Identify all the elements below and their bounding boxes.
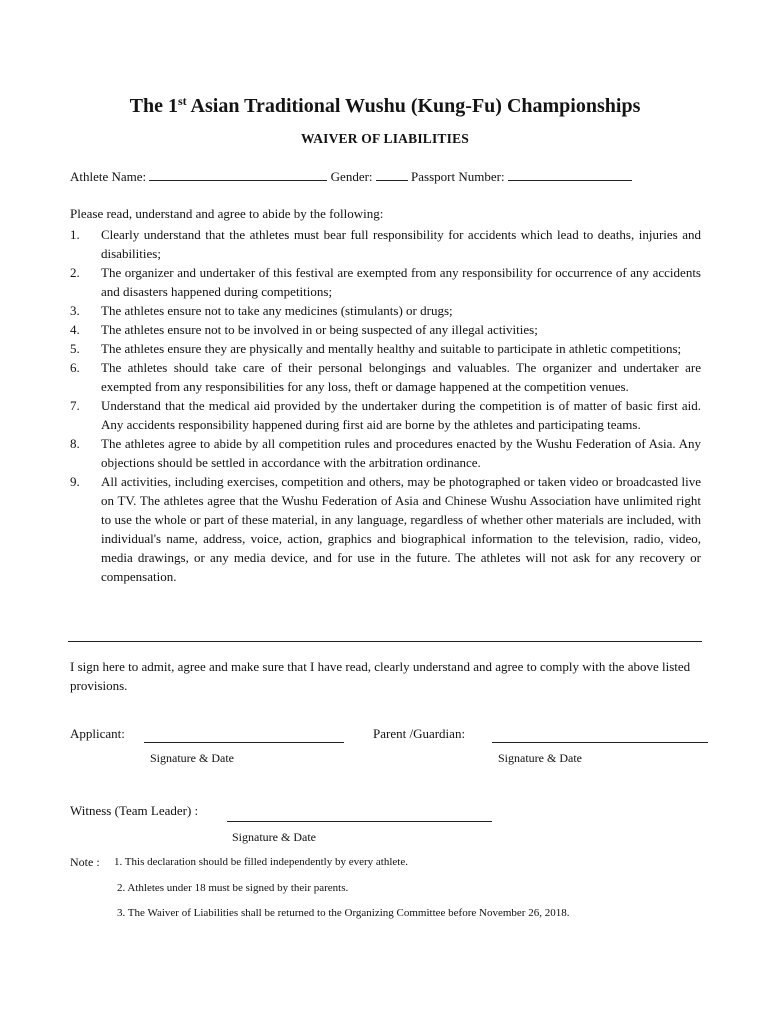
agreement-text: I sign here to admit, agree and make sure that I have read, clearly understand and agree to comply with the above listed provisions. (70, 659, 691, 693)
item-text: The athletes should take care of their personal belongings and valuables. The organizer and undertaker are exempted from any responsibilities for any loss, theft or damage happened at the competition venues. (101, 360, 701, 394)
title-text: The 1 (129, 95, 178, 117)
item-text: Understand that the medical aid provided by the undertaker during the competition is of matter of basic first aid. Any accidents responsibility happened during first aid are borne by the athletes and participating teams. (101, 398, 701, 432)
applicant-signature-field[interactable] (144, 742, 344, 743)
item-number: 3. (70, 303, 80, 318)
document-subtitle: WAIVER OF LIABILITIES (301, 131, 469, 146)
item-number: 6. (70, 360, 80, 375)
witness-signature-field[interactable] (227, 821, 492, 822)
item-number: 4. (70, 322, 80, 337)
list-item (70, 225, 701, 263)
item-text: All activities, including exercises, competition and others, may be photographed or taken video or broadcasted live on TV. The athletes agree that the Wushu Federation of Asia and Chinese Wushu Association have unlimited right to use the whole or part of these material, in any language, regardless of whether other materials are included, with individual's name, address, voice, action, graphics and biographical information to the television, radio, video, media drawings, or any media device, and for use in the future. The athletes will not ask for any recovery or compensation. (101, 474, 701, 584)
list-item (70, 358, 701, 396)
witness-label: Witness (Team Leader) : (70, 803, 199, 818)
provisions-list (70, 225, 701, 586)
item-number: 2. (70, 265, 80, 280)
passport-label: Passport Number: (411, 169, 505, 184)
parent-guardian-label: Parent /Guardian: (373, 726, 466, 741)
intro-text: Please read, understand and agree to abide by the following: (70, 206, 384, 221)
athlete-info-row (70, 169, 632, 185)
list-item (70, 434, 701, 472)
item-number: 8. (70, 436, 80, 451)
list-item (70, 263, 701, 301)
list-item (70, 301, 701, 320)
document-title (0, 94, 770, 118)
item-text: Clearly understand that the athletes must bear full responsibility for accidents which lead to deaths, injuries and disabilities; (101, 227, 701, 261)
note-item-3: 3. The Waiver of Liabilities shall be returned to the Organizing Committee before November 26, 2018. (117, 907, 570, 919)
list-item (70, 339, 701, 358)
note-label: Note : (70, 855, 100, 869)
item-number: 5. (70, 341, 80, 356)
gender-label: Gender: (330, 169, 373, 184)
athlete-name-field[interactable] (149, 179, 327, 181)
list-item (70, 396, 701, 434)
title-text-rest: Asian Traditional Wushu (Kung-Fu) Championships (186, 95, 641, 117)
item-number: 7. (70, 398, 80, 413)
applicant-signature-caption: Signature & Date (150, 751, 234, 765)
item-text: The athletes ensure not to take any medicines (stimulants) or drugs; (101, 303, 453, 318)
applicant-label: Applicant: (70, 726, 125, 741)
item-text: The organizer and undertaker of this festival are exempted from any responsibility for occurrence of any accidents and disasters happened during competitions; (101, 265, 701, 299)
item-number: 9. (70, 474, 80, 489)
note-item-2: 2. Athletes under 18 must be signed by their parents. (117, 882, 349, 894)
passport-field[interactable] (508, 179, 632, 181)
parent-signature-field[interactable] (492, 742, 708, 743)
item-text: The athletes agree to abide by all competition rules and procedures enacted by the Wushu Federation of Asia. Any objections should be settled in accordance with the arbitration ordinance. (101, 436, 701, 470)
list-item (70, 320, 701, 339)
title-superscript: st (177, 94, 187, 108)
parent-signature-caption: Signature & Date (498, 751, 582, 765)
note-item-1: 1. This declaration should be filled independently by every athlete. (114, 856, 408, 868)
witness-signature-caption: Signature & Date (232, 830, 316, 844)
athlete-name-label: Athlete Name: (70, 169, 147, 184)
gender-field[interactable] (376, 179, 408, 181)
item-text: The athletes ensure not to be involved in or being suspected of any illegal activities; (101, 322, 538, 337)
section-divider (68, 641, 702, 642)
list-item (70, 472, 701, 586)
item-number: 1. (70, 227, 80, 242)
item-text: The athletes ensure they are physically and mentally healthy and suitable to participate in athletic competitions; (101, 341, 682, 356)
